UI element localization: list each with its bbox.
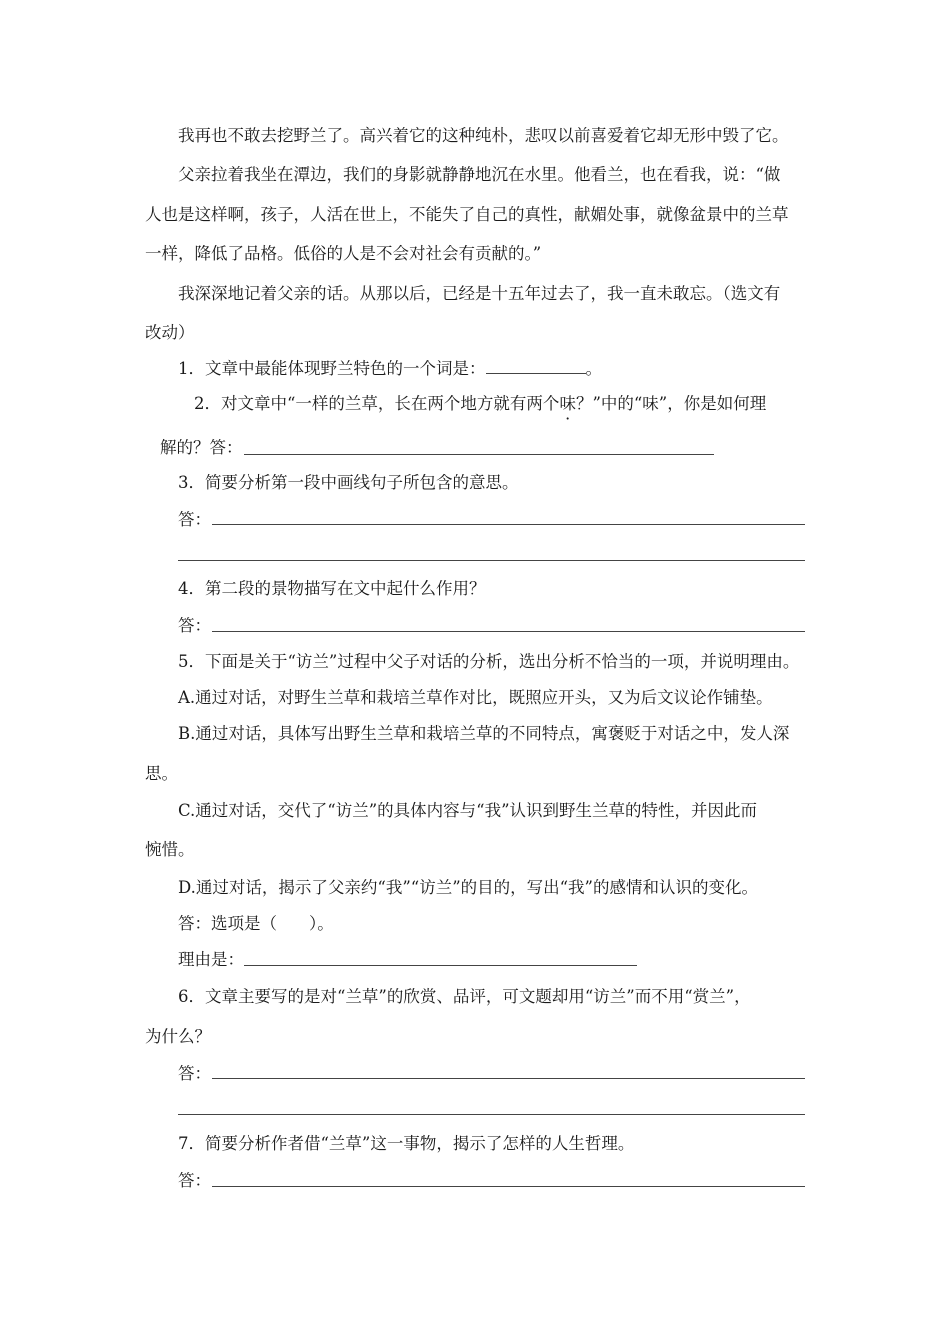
question-3-answer-line-1[interactable] [212, 524, 805, 525]
question-6-line-1: 6．文章主要写的是对“兰草”的欣赏、品评，可文题却用“访兰”而不用“赏兰”， [178, 987, 751, 1006]
question-6-line-2: 为什么？ [145, 1027, 211, 1046]
question-2-text-pre: 2．对文章中“一样的兰草，长在两个地方就有两个 [194, 394, 560, 413]
question-6-answer-line-2[interactable] [178, 1114, 805, 1115]
question-5-option-a: A.通过对话，对野生兰草和栽培兰草作对比，既照应开头，又为后文议论作铺垫。 [178, 688, 773, 707]
question-5-selection-pre: 答：选项是（ [178, 914, 277, 933]
question-1-answer-blank[interactable] [486, 359, 586, 374]
question-7-answer-label: 答： [178, 1171, 211, 1190]
question-4: 4．第二段的景物描写在文中起什么作用？ [178, 579, 486, 598]
question-4-answer-label: 答： [178, 616, 211, 635]
question-5-reason-label: 理由是： [178, 950, 244, 969]
question-5-option-d: D.通过对话，揭示了父亲约“我”“访兰”的目的，写出“我”的感情和认识的变化。 [178, 878, 758, 897]
question-5-option-b-line-1: B.通过对话，具体写出野生兰草和栽培兰草的不同特点，寓褒贬于对话之中，发人深 [178, 724, 790, 743]
passage-paragraph-2-line-3: 一样，降低了品格。低俗的人是不会对社会有贡献的。” [145, 244, 542, 263]
question-4-answer-line[interactable] [212, 631, 805, 632]
question-3-answer-line-2[interactable] [178, 560, 805, 561]
question-5: 5．下面是关于“访兰”过程中父子对话的分析，选出分析不恰当的一项，并说明理由。 [178, 652, 800, 671]
question-1-text: 1．文章中最能体现野兰特色的一个词是： [178, 359, 486, 378]
question-3-answer-label: 答： [178, 510, 211, 529]
question-3: 3．简要分析第一段中画线句子所包含的意思。 [178, 473, 519, 492]
question-7-answer-line[interactable] [212, 1186, 805, 1187]
question-5-selection-post: ）。 [309, 914, 334, 933]
question-2-line-2: 解的？答： [160, 438, 243, 457]
question-5-option-c-line-2: 惋惜。 [145, 840, 195, 859]
question-5-selection [178, 914, 334, 934]
passage-paragraph-2-line-2: 人也是这样啊，孩子，人活在世上，不能失了自己的真性，献媚处事，就像盆景中的兰草 [145, 205, 789, 224]
passage-paragraph-1: 我再也不敢去挖野兰了。高兴着它的这种纯朴，悲叹以前喜爱着它却无形中毁了它。 [178, 126, 789, 145]
question-7: 7．简要分析作者借“兰草”这一事物，揭示了怎样的人生哲理。 [178, 1134, 635, 1153]
question-5-reason-line[interactable] [244, 965, 637, 966]
passage-paragraph-3-line-2: 改动） [145, 323, 195, 342]
question-2-emphasized-char: 味 [559, 394, 576, 413]
question-5-option-c-line-1: C.通过对话，交代了“访兰”的具体内容与“我”认识到野生兰草的特性，并因此而 [178, 801, 758, 820]
question-6-answer-label: 答： [178, 1064, 211, 1083]
question-2-text-post: ？”中的“味”，你是如何理 [575, 394, 767, 413]
passage-paragraph-2-line-1: 父亲拉着我坐在潭边，我们的身影就静静地沉在水里。他看兰，也在看我，说：“做 [178, 165, 781, 184]
question-1-end: 。 [585, 359, 602, 378]
question-6-answer-line-1[interactable] [212, 1078, 805, 1079]
passage-paragraph-3-line-1: 我深深地记着父亲的话。从那以后，已经是十五年过去了，我一直未敢忘。（选文有 [178, 284, 781, 303]
question-2-answer-line[interactable] [244, 454, 714, 455]
question-1 [178, 359, 602, 379]
question-5-option-b-line-2: 思。 [145, 764, 178, 783]
question-2-line-1 [194, 394, 766, 414]
